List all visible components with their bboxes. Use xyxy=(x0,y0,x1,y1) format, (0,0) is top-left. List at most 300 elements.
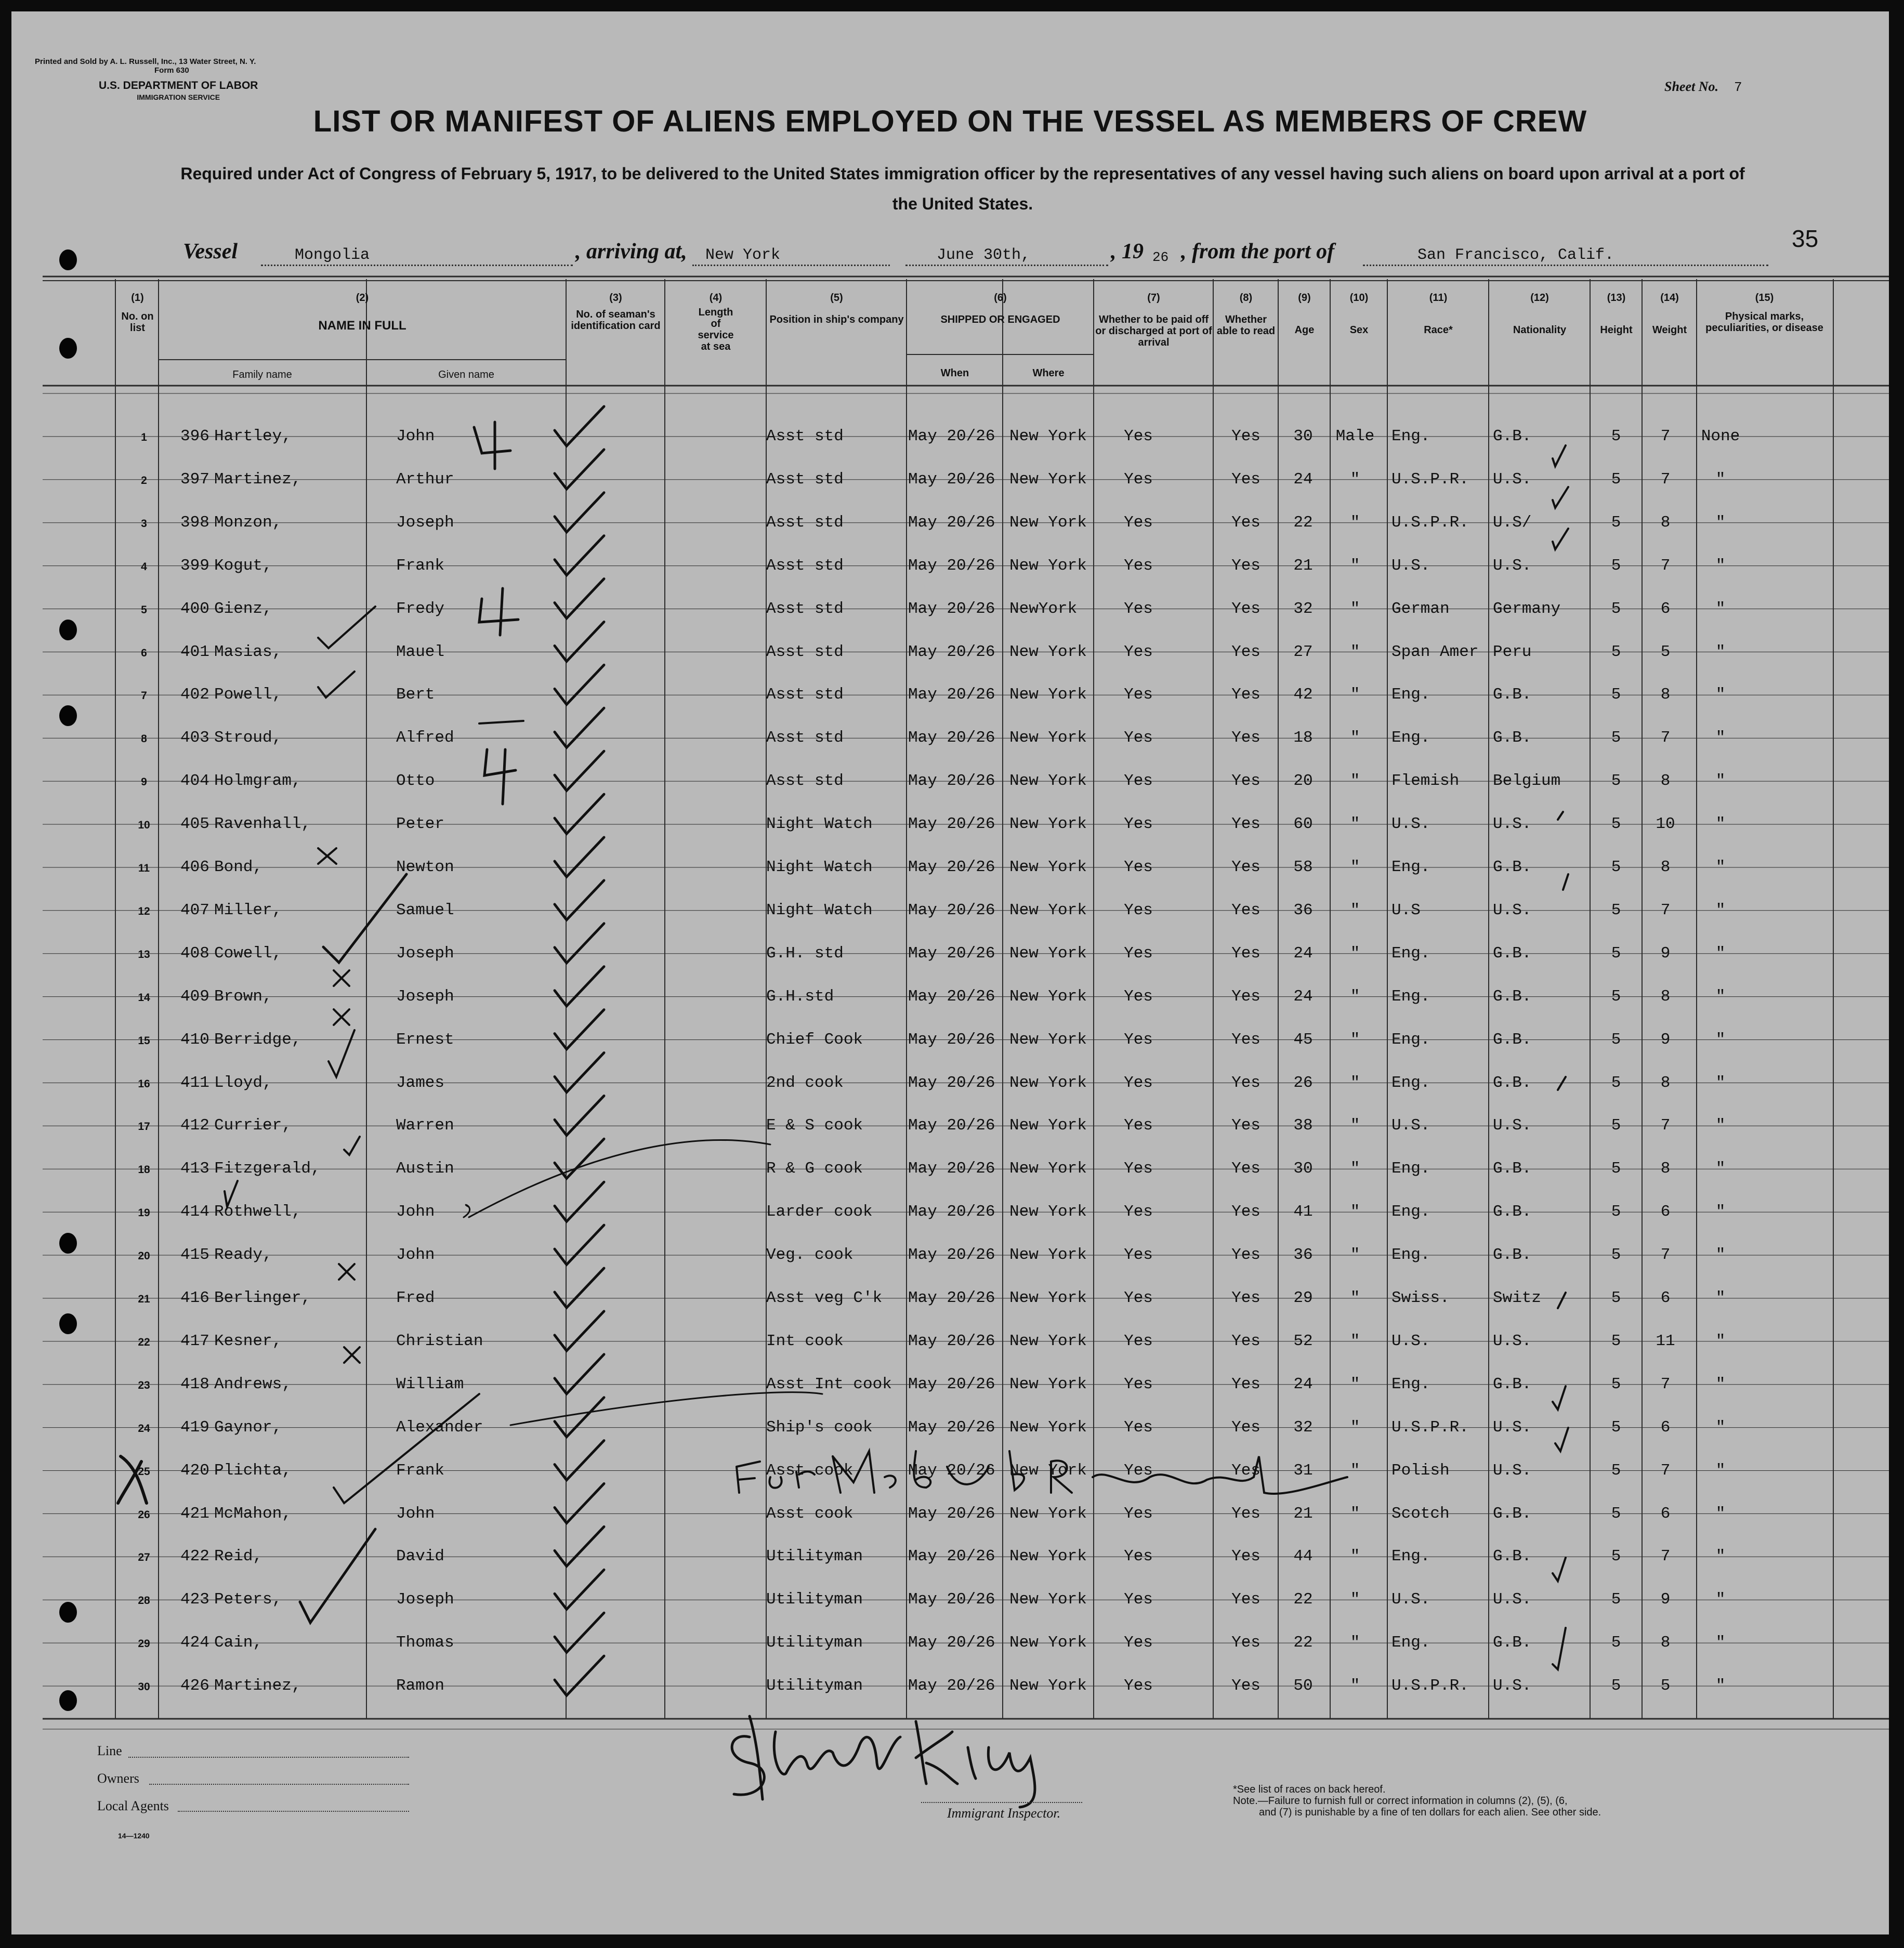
col7-number: (7) xyxy=(1147,292,1160,304)
cell-id: 406 xyxy=(180,858,209,876)
cell-marks: " xyxy=(1715,1030,1726,1049)
cell-age: 50 xyxy=(1293,1677,1313,1695)
cell-nat: U.S. xyxy=(1493,1461,1532,1480)
cell-given: Ramon xyxy=(396,1677,445,1695)
check-mark xyxy=(555,880,604,920)
col15-title: Physical marks, peculiarities, or disease xyxy=(1705,311,1823,334)
cell-age: 21 xyxy=(1293,1504,1313,1523)
cell-read: Yes xyxy=(1231,556,1260,575)
cell-h: 5 xyxy=(1611,513,1621,532)
cell-family: Gaynor, xyxy=(214,1418,282,1437)
check-mark xyxy=(555,665,604,704)
cell-h: 5 xyxy=(1611,987,1621,1006)
cell-paid: Yes xyxy=(1124,1547,1153,1566)
cell-where: New York xyxy=(1009,1160,1087,1178)
cell-given: William xyxy=(396,1375,464,1393)
nationality-tick xyxy=(1553,529,1568,549)
check-mark xyxy=(555,493,604,532)
cell-race: Eng. xyxy=(1391,1375,1430,1393)
cell-given: Austin xyxy=(396,1160,454,1178)
cell-read: Yes xyxy=(1231,1418,1260,1437)
cell-age: 21 xyxy=(1293,556,1313,575)
cell-id: 409 xyxy=(180,987,209,1006)
check-mark xyxy=(318,607,375,648)
cell-where: New York xyxy=(1009,1073,1087,1092)
cell-paid: Yes xyxy=(1124,427,1153,445)
cell-h: 5 xyxy=(1611,1332,1621,1350)
printer-text: Printed and Sold by A. L. Russell, Inc., 13 Water Street, N. Y. xyxy=(35,57,256,66)
check-mark xyxy=(555,924,604,963)
cell-sex: " xyxy=(1350,1116,1360,1135)
owners-label: Owners xyxy=(97,1771,139,1786)
figure-4-mark xyxy=(484,749,516,804)
cell-no: 21 xyxy=(138,1293,150,1305)
cell-given: Frank xyxy=(396,1461,445,1480)
cell-given: John xyxy=(396,427,435,445)
cell-w: 7 xyxy=(1660,901,1671,919)
cell-sex: " xyxy=(1350,1332,1360,1350)
nationality-tick xyxy=(1553,1628,1566,1669)
cell-sex: " xyxy=(1350,470,1360,489)
cell-sex: " xyxy=(1350,1203,1360,1221)
cell-where: New York xyxy=(1009,1030,1087,1049)
check-mark xyxy=(555,1441,604,1480)
cell-id: 416 xyxy=(180,1289,209,1307)
cell-w: 7 xyxy=(1660,1116,1671,1135)
cell-position: Utilityman xyxy=(766,1590,863,1609)
cell-given: Frank xyxy=(396,556,445,575)
cell-marks: " xyxy=(1715,1073,1726,1092)
cell-age: 38 xyxy=(1293,1116,1313,1135)
cell-given: Alexander xyxy=(396,1418,483,1437)
note-fine-2: and (7) is punishable by a fine of ten dollars for each alien. See other side. xyxy=(1259,1807,1601,1818)
cell-race: U.S.P.R. xyxy=(1391,1418,1469,1437)
cell-given: Joseph xyxy=(396,944,454,963)
cell-family: Stroud, xyxy=(214,729,282,747)
cell-marks: " xyxy=(1715,858,1726,876)
cell-marks: None xyxy=(1701,427,1740,445)
cell-family: Brown, xyxy=(214,987,272,1006)
cell-paid: Yes xyxy=(1124,901,1153,919)
figure-4-mark xyxy=(479,588,518,635)
cell-where: New York xyxy=(1009,1116,1087,1135)
cell-family: Masias, xyxy=(214,642,282,661)
cell-w: 7 xyxy=(1660,729,1671,747)
cell-no: 22 xyxy=(138,1336,150,1348)
cell-given: Arthur xyxy=(396,470,454,489)
cell-no: 13 xyxy=(138,948,150,960)
cell-when: May 20/26 xyxy=(908,1504,995,1523)
cell-when: May 20/26 xyxy=(908,772,995,791)
cell-age: 42 xyxy=(1293,686,1313,704)
cell-no: 8 xyxy=(141,733,147,745)
cell-family: Powell, xyxy=(214,686,282,704)
figure-4-mark xyxy=(474,422,510,469)
cell-id: 396 xyxy=(180,427,209,445)
cell-sex: " xyxy=(1350,858,1360,876)
check-mark xyxy=(555,1096,604,1135)
cell-id: 426 xyxy=(180,1677,209,1695)
cell-paid: Yes xyxy=(1124,1418,1153,1437)
cell-no: 16 xyxy=(138,1077,150,1090)
cell-where: New York xyxy=(1009,513,1087,532)
cell-race: U.S.P.R. xyxy=(1391,513,1469,532)
cell-sex: " xyxy=(1350,1073,1360,1092)
cell-given: Bert xyxy=(396,686,435,704)
check-mark xyxy=(555,622,604,662)
cell-family: Fitzgerald, xyxy=(214,1160,321,1178)
form-code: 14—1240 xyxy=(118,1832,150,1840)
cell-marks: " xyxy=(1715,1116,1726,1135)
cell-h: 5 xyxy=(1611,1418,1621,1437)
cell-sex: Male xyxy=(1335,427,1375,445)
cell-h: 5 xyxy=(1611,599,1621,618)
cell-marks: " xyxy=(1715,901,1726,919)
cell-when: May 20/26 xyxy=(908,1547,995,1566)
cell-race: Eng. xyxy=(1391,1160,1430,1178)
cell-family: Holmgram, xyxy=(214,772,301,791)
cell-where: New York xyxy=(1009,1289,1087,1307)
cell-position: Asst std xyxy=(766,599,844,618)
cell-marks: " xyxy=(1715,642,1726,661)
cell-w: 9 xyxy=(1660,944,1671,963)
cell-read: Yes xyxy=(1231,729,1260,747)
col6-number: (6) xyxy=(994,292,1007,304)
cell-when: May 20/26 xyxy=(908,987,995,1006)
check-mark xyxy=(555,708,604,747)
cell-w: 7 xyxy=(1660,427,1671,445)
cell-when: May 20/26 xyxy=(908,1203,995,1221)
cell-no: 9 xyxy=(141,776,147,788)
cell-race: U.S.P.R. xyxy=(1391,1677,1469,1695)
cell-nat: G.B. xyxy=(1493,944,1532,963)
nationality-tick xyxy=(1558,812,1563,820)
cell-position: Utilityman xyxy=(766,1634,863,1652)
cell-marks: " xyxy=(1715,686,1726,704)
cell-sex: " xyxy=(1350,772,1360,791)
cell-w: 7 xyxy=(1660,1547,1671,1566)
cell-when: May 20/26 xyxy=(908,556,995,575)
nationality-tick xyxy=(1553,487,1568,508)
cell-age: 52 xyxy=(1293,1332,1313,1350)
cell-read: Yes xyxy=(1231,1116,1260,1135)
check-mark xyxy=(329,1030,354,1077)
cell-age: 24 xyxy=(1293,470,1313,489)
cell-position: Asst cook xyxy=(766,1504,853,1523)
cell-read: Yes xyxy=(1231,1547,1260,1566)
cell-given: Ernest xyxy=(396,1030,454,1049)
cell-family: Miller, xyxy=(214,901,282,919)
cell-position: Int cook xyxy=(766,1332,844,1350)
cell-where: New York xyxy=(1009,1418,1087,1437)
cell-marks: " xyxy=(1715,987,1726,1006)
cell-read: Yes xyxy=(1231,1203,1260,1221)
cell-read: Yes xyxy=(1231,1634,1260,1652)
cell-paid: Yes xyxy=(1124,1073,1153,1092)
cell-age: 31 xyxy=(1293,1461,1313,1480)
signature-stroke xyxy=(732,1716,1035,1807)
cell-read: Yes xyxy=(1231,858,1260,876)
cell-w: 8 xyxy=(1660,858,1671,876)
cell-race: U.S. xyxy=(1391,1332,1430,1350)
inspector-rule xyxy=(921,1802,1082,1803)
cell-read: Yes xyxy=(1231,1160,1260,1178)
cell-paid: Yes xyxy=(1124,1289,1153,1307)
cell-marks: " xyxy=(1715,1246,1726,1265)
col7-title: Whether to be paid off or discharged at port of arrival xyxy=(1095,314,1212,348)
cell-paid: Yes xyxy=(1124,1461,1153,1480)
cell-h: 5 xyxy=(1611,686,1621,704)
cell-where: New York xyxy=(1009,772,1087,791)
cell-age: 24 xyxy=(1293,1375,1313,1393)
cell-when: May 20/26 xyxy=(908,1073,995,1092)
cell-race: U.S xyxy=(1391,901,1421,919)
cell-read: Yes xyxy=(1231,642,1260,661)
cell-read: Yes xyxy=(1231,513,1260,532)
cell-marks: " xyxy=(1715,1289,1726,1307)
cell-when: May 20/26 xyxy=(908,815,995,834)
cell-nat: Germany xyxy=(1493,599,1561,618)
cell-family: Cain, xyxy=(214,1634,263,1652)
cell-family: Martinez, xyxy=(214,1677,301,1695)
cell-nat: G.B. xyxy=(1493,1504,1532,1523)
cell-family: Berridge, xyxy=(214,1030,301,1049)
cell-position: Larder cook xyxy=(766,1203,873,1221)
cell-read: Yes xyxy=(1231,901,1260,919)
inspector-signature xyxy=(718,1701,1082,1815)
cell-sex: " xyxy=(1350,1418,1360,1437)
cell-position: Chief Cook xyxy=(766,1030,863,1049)
check-mark xyxy=(555,1484,604,1523)
cell-id: 412 xyxy=(180,1116,209,1135)
check-mark xyxy=(555,1053,604,1093)
cell-read: Yes xyxy=(1231,772,1260,791)
col3-number: (3) xyxy=(609,292,622,304)
cell-h: 5 xyxy=(1611,1116,1621,1135)
check-mark xyxy=(555,1139,604,1178)
cell-family: Cowell, xyxy=(214,944,282,963)
cell-family: McMahon, xyxy=(214,1504,292,1523)
cell-id: 422 xyxy=(180,1547,209,1566)
cell-when: May 20/26 xyxy=(908,1634,995,1652)
cell-paid: Yes xyxy=(1124,513,1153,532)
cell-race: Flemish xyxy=(1391,772,1460,791)
cell-id: 413 xyxy=(180,1160,209,1178)
cell-no: 26 xyxy=(138,1508,150,1521)
cell-marks: " xyxy=(1715,1332,1726,1350)
cell-read: Yes xyxy=(1231,470,1260,489)
cell-when: May 20/26 xyxy=(908,1246,995,1265)
cell-race: Eng. xyxy=(1391,1634,1430,1652)
cell-race: U.S.P.R. xyxy=(1391,470,1469,489)
cell-no: 4 xyxy=(141,560,147,573)
cell-sex: " xyxy=(1350,729,1360,747)
cell-paid: Yes xyxy=(1124,1203,1153,1221)
cell-where: New York xyxy=(1009,642,1087,661)
cell-position: Night Watch xyxy=(766,858,873,876)
cell-family: Bond, xyxy=(214,858,263,876)
cell-given: Alfred xyxy=(396,729,454,747)
cell-when: May 20/26 xyxy=(908,729,995,747)
check-mark xyxy=(555,794,604,834)
cell-race: U.S. xyxy=(1391,1116,1430,1135)
cell-given: James xyxy=(396,1073,445,1092)
cell-marks: " xyxy=(1715,470,1726,489)
cell-age: 24 xyxy=(1293,987,1313,1006)
cell-sex: " xyxy=(1350,1375,1360,1393)
cell-nat: G.B. xyxy=(1493,1203,1532,1221)
cell-race: U.S. xyxy=(1391,556,1430,575)
cell-position: 2nd cook xyxy=(766,1073,844,1092)
cell-age: 58 xyxy=(1293,858,1313,876)
crossing-line xyxy=(510,1392,822,1425)
cell-h: 5 xyxy=(1611,1160,1621,1178)
cell-nat: U.S. xyxy=(1493,470,1532,489)
cell-age: 32 xyxy=(1293,599,1313,618)
cell-when: May 20/26 xyxy=(908,1461,995,1480)
cell-no: 17 xyxy=(138,1121,150,1133)
cell-where: New York xyxy=(1009,858,1087,876)
cell-race: Eng. xyxy=(1391,987,1430,1006)
cell-position: Asst std xyxy=(766,729,844,747)
nationality-tick xyxy=(1553,445,1566,466)
line-rule xyxy=(128,1757,409,1758)
cell-where: New York xyxy=(1009,556,1087,575)
cell-id: 421 xyxy=(180,1504,209,1523)
col6a-header: When xyxy=(940,367,969,379)
cell-position: E & S cook xyxy=(766,1116,863,1135)
cell-no: 28 xyxy=(138,1595,150,1607)
cell-h: 5 xyxy=(1611,729,1621,747)
x-mark xyxy=(318,848,336,864)
year-prefix: , 19 xyxy=(1111,240,1144,264)
cell-nat: U.S. xyxy=(1493,1590,1532,1609)
cell-marks: " xyxy=(1715,1160,1726,1178)
cell-where: New York xyxy=(1009,944,1087,963)
cell-age: 30 xyxy=(1293,427,1313,445)
cell-position: Veg. cook xyxy=(766,1246,853,1265)
manifest-sheet xyxy=(11,11,1889,1934)
cell-w: 7 xyxy=(1660,1246,1671,1265)
cell-marks: " xyxy=(1715,772,1726,791)
cell-h: 5 xyxy=(1611,556,1621,575)
cell-when: May 20/26 xyxy=(908,470,995,489)
cell-paid: Yes xyxy=(1124,772,1153,791)
col1-number: (1) xyxy=(131,292,144,304)
nationality-tick xyxy=(1555,1428,1568,1451)
cell-sex: " xyxy=(1350,1246,1360,1265)
cell-read: Yes xyxy=(1231,1030,1260,1049)
page-number: 35 xyxy=(1792,225,1819,252)
cell-w: 9 xyxy=(1660,1590,1671,1609)
cell-where: New York xyxy=(1009,1375,1087,1393)
cell-position: Ship's cook xyxy=(766,1418,873,1437)
cell-sex: " xyxy=(1350,1634,1360,1652)
cell-when: May 20/26 xyxy=(908,1160,995,1178)
cell-marks: " xyxy=(1715,513,1726,532)
cell-h: 5 xyxy=(1611,1590,1621,1609)
cell-h: 5 xyxy=(1611,1203,1621,1221)
cell-given: Joseph xyxy=(396,513,454,532)
cell-w: 7 xyxy=(1660,1461,1671,1480)
check-mark xyxy=(555,1613,604,1652)
col14-number: (14) xyxy=(1660,292,1679,304)
cell-w: 8 xyxy=(1660,1160,1671,1178)
cell-paid: Yes xyxy=(1124,815,1153,834)
cell-race: Swiss. xyxy=(1391,1289,1450,1307)
cell-position: Utilityman xyxy=(766,1547,863,1566)
cell-paid: Yes xyxy=(1124,1160,1153,1178)
cell-w: 8 xyxy=(1660,686,1671,704)
check-mark xyxy=(555,450,604,489)
cell-when: May 20/26 xyxy=(908,599,995,618)
line-label: Line xyxy=(97,1743,122,1758)
cell-sex: " xyxy=(1350,901,1360,919)
cell-family: Rothwell, xyxy=(214,1203,301,1221)
cell-marks: " xyxy=(1715,944,1726,963)
cell-h: 5 xyxy=(1611,427,1621,445)
cell-age: 18 xyxy=(1293,729,1313,747)
cell-given: Otto xyxy=(396,772,435,791)
cell-id: 397 xyxy=(180,470,209,489)
cell-no: 12 xyxy=(138,905,150,917)
cell-family: Andrews, xyxy=(214,1375,292,1393)
cell-h: 5 xyxy=(1611,1461,1621,1480)
cell-h: 5 xyxy=(1611,1504,1621,1523)
check-mark xyxy=(555,751,604,791)
cell-where: New York xyxy=(1009,901,1087,919)
cell-no: 15 xyxy=(138,1034,150,1047)
cell-when: May 20/26 xyxy=(908,1590,995,1609)
cell-age: 36 xyxy=(1293,1246,1313,1265)
form-number: Form 630 xyxy=(154,66,189,75)
cell-h: 5 xyxy=(1611,642,1621,661)
cell-read: Yes xyxy=(1231,1590,1260,1609)
cell-no: 29 xyxy=(138,1638,150,1650)
nationality-tick xyxy=(1563,874,1568,890)
cell-no: 6 xyxy=(141,647,147,659)
cell-position: Asst veg C'k xyxy=(766,1289,883,1307)
cell-position: Asst std xyxy=(766,772,844,791)
cell-given: Warren xyxy=(396,1116,454,1135)
cell-w: 8 xyxy=(1660,772,1671,791)
cell-nat: U.S. xyxy=(1493,1677,1532,1695)
cell-given: Fred xyxy=(396,1289,435,1307)
cell-nat: U.S. xyxy=(1493,1116,1532,1135)
cell-when: May 20/26 xyxy=(908,1375,995,1393)
cell-position: Asst std xyxy=(766,470,844,489)
cell-where: New York xyxy=(1009,1203,1087,1221)
cell-when: May 20/26 xyxy=(908,901,995,919)
dash-mark xyxy=(479,721,523,723)
cell-w: 8 xyxy=(1660,513,1671,532)
cell-no: 10 xyxy=(138,819,150,832)
cell-where: New York xyxy=(1009,729,1087,747)
check-mark xyxy=(555,837,604,877)
cell-nat: U.S. xyxy=(1493,1332,1532,1350)
cell-race: Eng. xyxy=(1391,1203,1430,1221)
cell-age: 29 xyxy=(1293,1289,1313,1307)
cell-age: 22 xyxy=(1293,1590,1313,1609)
sheet-value: 7 xyxy=(1734,80,1742,95)
cell-read: Yes xyxy=(1231,1246,1260,1265)
cell-paid: Yes xyxy=(1124,987,1153,1006)
cell-marks: " xyxy=(1715,556,1726,575)
cell-sex: " xyxy=(1350,987,1360,1006)
cell-family: Reid, xyxy=(214,1547,263,1566)
cell-h: 5 xyxy=(1611,1289,1621,1307)
cell-nat: G.B. xyxy=(1493,686,1532,704)
